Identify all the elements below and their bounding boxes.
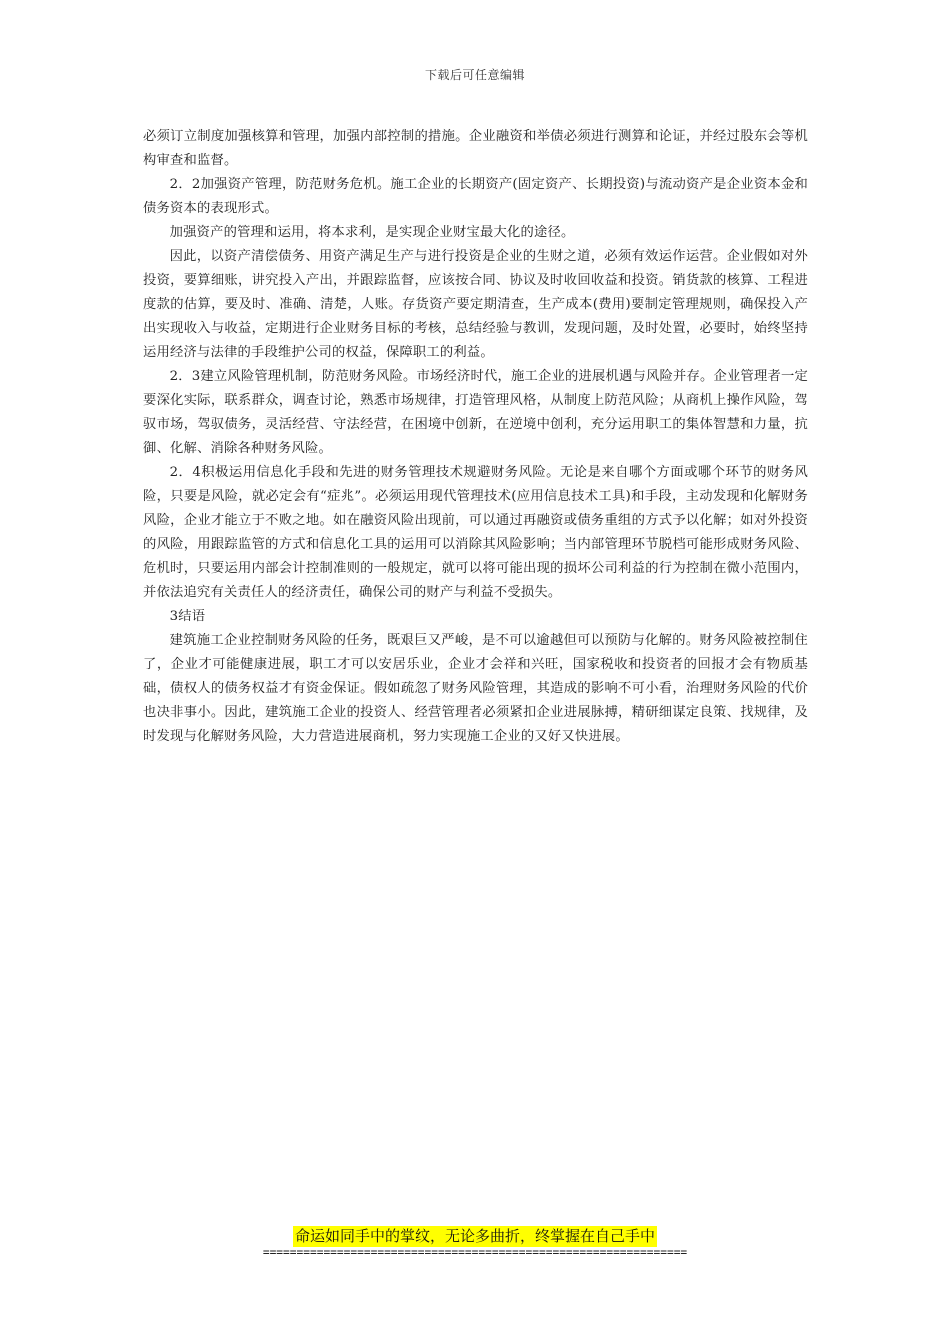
footer-motto-highlight: 命运如同手中的掌纹，无论多曲折，终掌握在自己手中 [294,1227,655,1245]
document-body [143,125,808,749]
paragraph-asset-management: 加强资产的管理和运用，将本求利，是实现企业财宝最大化的途径。 [169,225,575,240]
section-heading-conclusion: 3结语 [169,609,206,624]
paragraph-therefore: 因此，以资产清偿债务、用资产满足生产与进行投资是企业的生财之道，必须有效运作运营。企业假如对外投资，要算细账，讲究投入产出，并跟踪监督，应该按合同、协议及时收回收益和投资。销货款的核算、工程进度款的估算，要及时、准确、清楚，人账。存货资产要定期清查，生产成本(费用)要制定管理规则，确保投入产出实现收入与收益，定期进行企业财务目标的考核，总结经验与教训，发现问题，及时处置，必要时，始终坚持运用经济与法律的手段维护公司的权益，保障职工的利益。 [143,249,808,360]
paragraph-section-2-4: 2．4积极运用信息化手段和先进的财务管理技术规避财务风险。无论是来自哪个方面或哪个环节的财务风险，只要是风险，就必定会有“症兆”。必须运用现代管理技术(应用信息技术工具)和手段，主动发现和化解财务风险，企业才能立于不败之地。如在融资风险出现前，可以通过再融资或债务重组的方式予以化解；如对外投资的风险，用跟踪监管的方式和信息化工具的运用可以消除其风险影响；当内部管理环节脱档可能形成财务风险、危机时，只要运用内部会计控制准则的一般规定，就可以将可能出现的损坏公司利益的行为控制在微小范围内，并依法追究有关责任人的经济责任，确保公司的财产与利益不受损失。 [143,465,808,600]
paragraph-section-2-3: 2．3建立风险管理机制，防范财务风险。市场经济时代，施工企业的进展机遇与风险并存。企业管理者一定要深化实际，联系群众，调查讨论，熟悉市场规律，打造管理风格，从制度上防范风险；从商机上操作风险，驾驭市场，驾驭债务，灵活经营、守法经营，在困境中创新，在逆境中创利，充分运用职工的集体智慧和力量，抗御、化解、消除各种财务风险。 [143,369,808,456]
paragraph-conclusion: 建筑施工企业控制财务风险的任务，既艰巨又严峻，是不可以逾越但可以预防与化解的。财务风险被控制住了，企业才可能健康进展，职工才可以安居乐业，企业才会祥和兴旺，国家税收和投资者的回报才会有物质基础，债权人的债务权益才有资金保证。假如疏忽了财务风险管理，其造成的影响不可小看，治理财务风险的代价也决非事小。因此，建筑施工企业的投资人、经营管理者必须紧扣企业进展脉搏，精研细谋定良策、找规律，及时发现与化解财务风险，大力营造进展商机，努力实现施工企业的又好又快进展。 [143,633,808,744]
paragraph-continuation: 必须订立制度加强核算和管理，加强内部控制的措施。企业融资和举债必须进行测算和论证，并经过股东会等机构审查和监督。 [143,129,808,168]
footer-divider: =============================================================== [262,1246,688,1259]
page-header-note: 下载后可任意编辑 [424,68,525,82]
paragraph-section-2-2: 2．2加强资产管理，防范财务危机。施工企业的长期资产(固定资产、长期投资)与流动资产是企业资本金和债务资本的表现形式。 [143,177,808,216]
